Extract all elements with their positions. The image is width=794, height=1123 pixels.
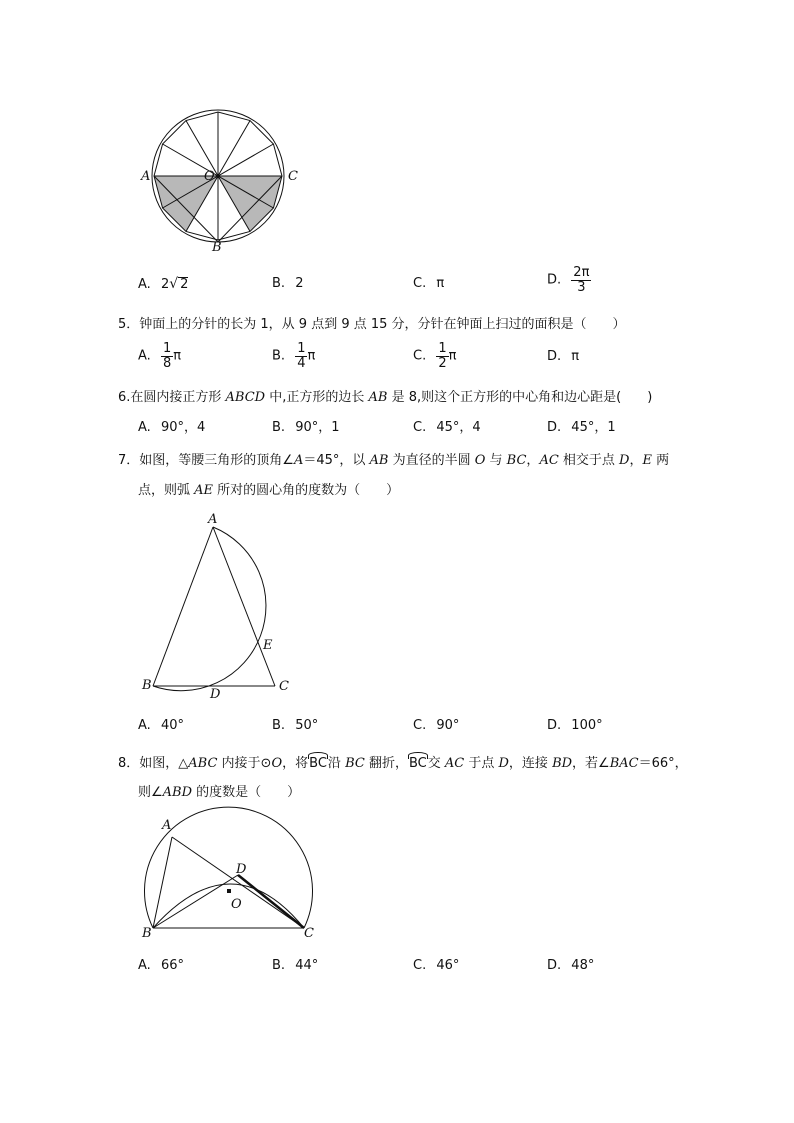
q7-option-d[interactable]: D. 100° [547, 718, 603, 733]
q4-label-o: O [204, 169, 215, 184]
q4-label-a: A [141, 169, 151, 184]
q7-option-c[interactable]: C. 90° [413, 718, 460, 733]
q8-label-d: D [236, 862, 247, 877]
q8-text-line2: 则∠ABD 的度数是（ ） [138, 785, 301, 800]
q8-label-c: C [304, 926, 314, 941]
q7-label-e: E [263, 638, 273, 653]
q8-option-b[interactable]: B. 44° [272, 958, 319, 973]
q8-segment-bd [153, 875, 238, 928]
q5-option-d[interactable]: D. π [547, 349, 580, 364]
q7-option-b[interactable]: B. 50° [272, 718, 319, 733]
q7-label-b: B [142, 678, 152, 693]
q5-option-b[interactable]: B. $\frac{1}{4}$ π [272, 341, 316, 371]
q4-option-a[interactable]: A. 2√ 2 [138, 276, 189, 292]
q5-option-c[interactable]: C. $\frac{1}{2}$ π [413, 341, 457, 371]
q7-figure [0, 500, 794, 700]
q7-label-d: D [210, 687, 221, 702]
q5-text: 5．钟面上的分针的长为 1，从 9 点到 9 点 15 分，分针在钟面上扫过的面积是（ ） [118, 317, 626, 332]
q8-text-line1: 8．如图，△ABC 内接于⊙O，将BC沿 BC 翻折，BC交 AC 于点 D，连接 BD，若∠BAC＝66°， [118, 756, 688, 771]
q7-side-ab [153, 527, 213, 686]
q8-option-a[interactable]: A. 66° [138, 958, 184, 973]
q6-option-d[interactable]: D. 45°，1 [547, 420, 616, 435]
q6-option-a[interactable]: A. 90°，4 [138, 420, 206, 435]
q8-option-d[interactable]: D. 48° [547, 958, 595, 973]
q6-text: 6.在圆内接正方形 ABCD 中,正方形的边长 AB 是 8,则这个正方形的中心角和边心距是( ) [118, 390, 653, 405]
q8-segment-dc-bold [238, 875, 304, 928]
q7-semicircle [153, 527, 266, 691]
q8-label-a: A [162, 818, 172, 833]
q7-label-c: C [279, 679, 289, 694]
q8-label-o: O [231, 897, 242, 912]
q7-option-a[interactable]: A. 40° [138, 718, 184, 733]
q6-option-b[interactable]: B. 90°，1 [272, 420, 340, 435]
q4-option-d[interactable]: D. $\frac{2\pi}{3}$ [547, 265, 590, 295]
q5-option-a[interactable]: A. $\frac{1}{8}$ π [138, 341, 182, 371]
q7-text-line1: 7．如图，等腰三角形的顶角∠A＝45°，以 AB 为直径的半圆 O 与 BC，AC 相交于点 D，E 两 [118, 453, 670, 468]
q4-option-b[interactable]: B. 2 [272, 276, 304, 291]
q8-side-ac [172, 837, 304, 928]
q8-figure [0, 800, 794, 960]
q4-figure [0, 0, 794, 260]
q4-option-c[interactable]: C. π [413, 276, 445, 291]
q4-label-b: B [212, 240, 222, 255]
q4-label-c: C [288, 169, 298, 184]
q8-label-b: B [142, 926, 152, 941]
q7-text-line2: 点，则弧 AE 所对的圆心角的度数为（ ） [138, 483, 400, 498]
q6-option-c[interactable]: C. 45°，4 [413, 420, 481, 435]
q8-side-ab [153, 837, 172, 928]
q8-center-dot [227, 889, 231, 893]
q8-option-c[interactable]: C. 46° [413, 958, 460, 973]
q7-label-a: A [208, 512, 218, 527]
